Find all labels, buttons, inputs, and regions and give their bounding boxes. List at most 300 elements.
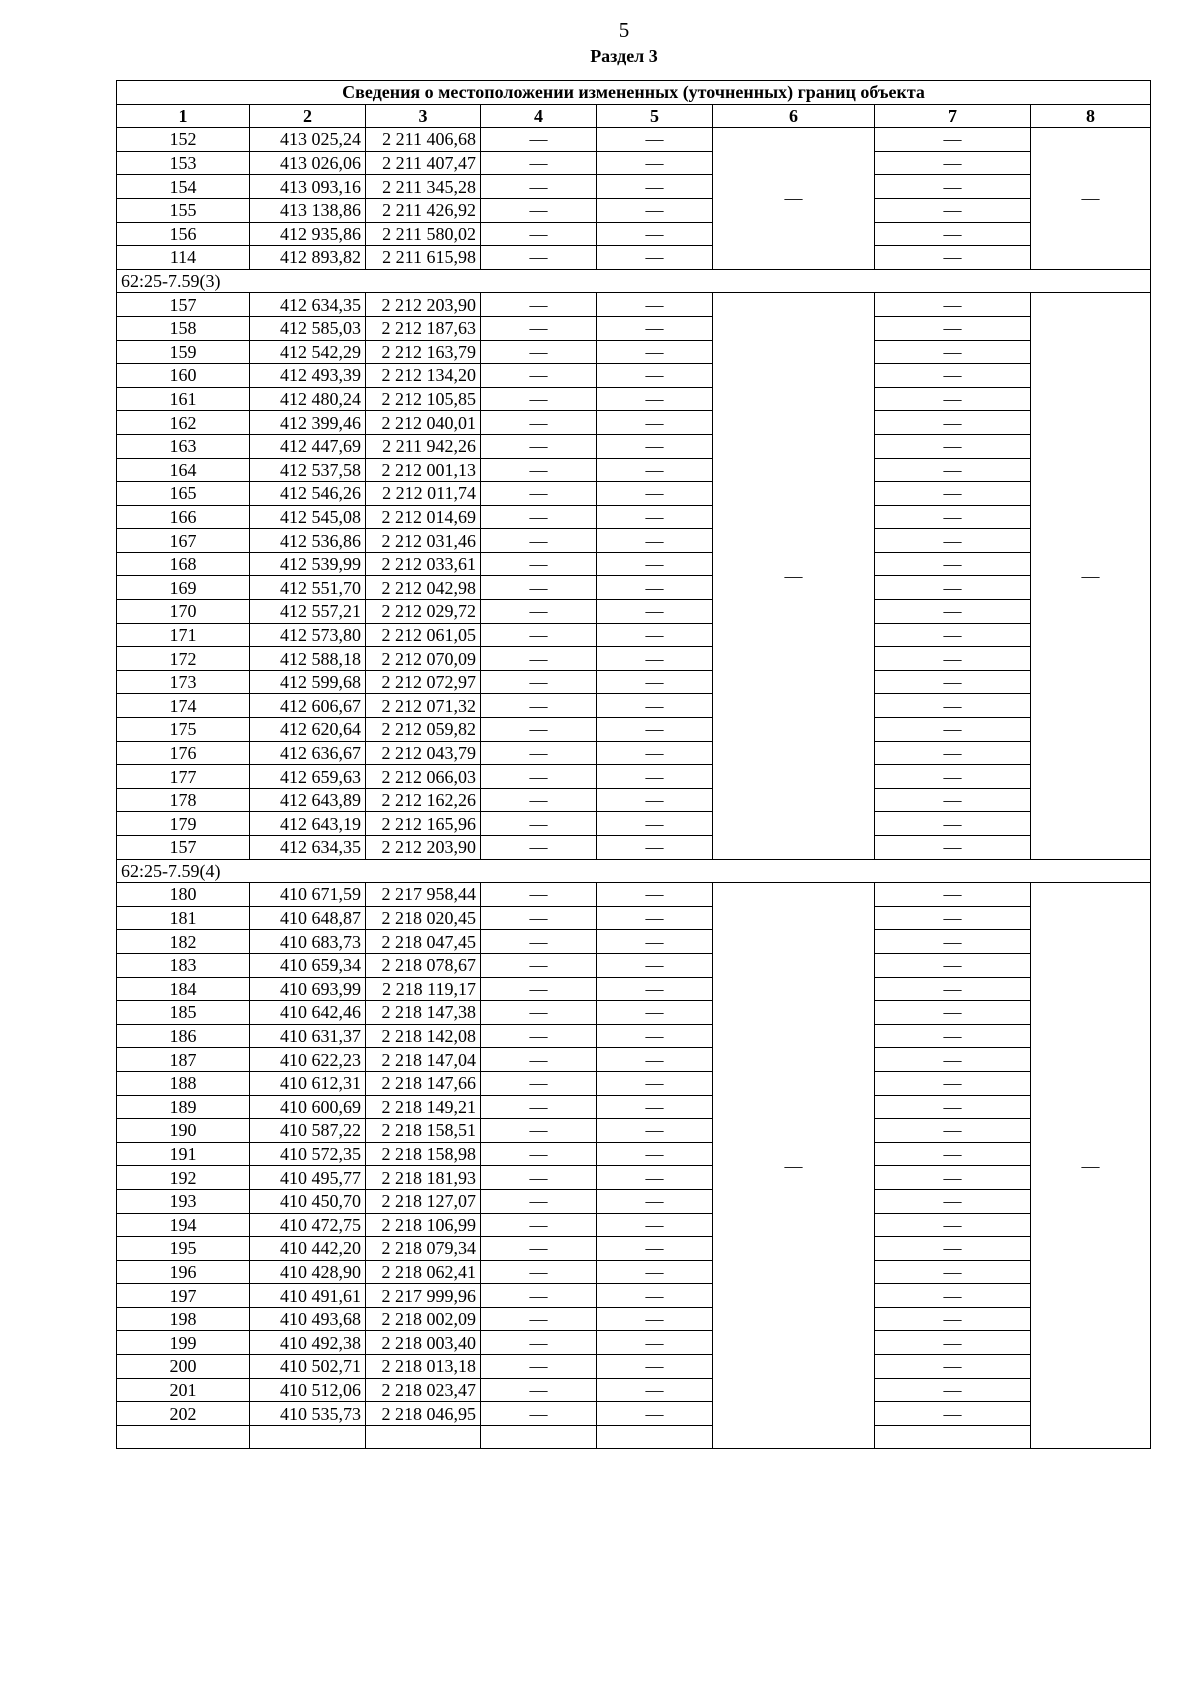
- y-coordinate-cell: 2 217 958,44: [366, 883, 481, 907]
- x-coordinate-cell: 412 643,89: [250, 788, 366, 812]
- column-7-empty-cell: —: [875, 1307, 1031, 1331]
- point-number-cell: 169: [117, 576, 250, 600]
- column-5-empty-cell: —: [597, 741, 713, 765]
- column-4-empty-cell: —: [481, 836, 597, 860]
- cutoff-cell: [597, 1425, 713, 1449]
- column-4-empty-cell: —: [481, 977, 597, 1001]
- table-row: [117, 316, 1151, 340]
- column-7-empty-cell: —: [875, 151, 1031, 175]
- y-coordinate-cell: 2 218 046,95: [366, 1402, 481, 1426]
- point-number-cell: 171: [117, 623, 250, 647]
- y-coordinate-cell: 2 211 426,92: [366, 198, 481, 222]
- column-7-empty-cell: —: [875, 505, 1031, 529]
- column-5-empty-cell: —: [597, 387, 713, 411]
- table-row: [117, 647, 1151, 671]
- column-7-empty-cell: —: [875, 175, 1031, 199]
- column-4-empty-cell: —: [481, 1048, 597, 1072]
- column-4-empty-cell: —: [481, 718, 597, 742]
- column-7-empty-cell: —: [875, 953, 1031, 977]
- table-row: [117, 1024, 1151, 1048]
- point-number-cell: 184: [117, 977, 250, 1001]
- point-number-cell: 166: [117, 505, 250, 529]
- x-coordinate-cell: 410 442,20: [250, 1237, 366, 1261]
- x-coordinate-cell: 413 138,86: [250, 198, 366, 222]
- x-coordinate-cell: 412 634,35: [250, 836, 366, 860]
- column-4-empty-cell: —: [481, 316, 597, 340]
- y-coordinate-cell: 2 211 406,68: [366, 128, 481, 152]
- point-number-cell: 170: [117, 600, 250, 624]
- column-7-empty-cell: —: [875, 670, 1031, 694]
- x-coordinate-cell: 412 536,86: [250, 529, 366, 553]
- column-4-empty-cell: —: [481, 482, 597, 506]
- column-5-empty-cell: —: [597, 1024, 713, 1048]
- column-5-empty-cell: —: [597, 1142, 713, 1166]
- column-4-empty-cell: —: [481, 930, 597, 954]
- column-5-empty-cell: —: [597, 788, 713, 812]
- column-5-empty-cell: —: [597, 1331, 713, 1355]
- group-header-row: [117, 269, 1151, 293]
- column-4-empty-cell: —: [481, 1355, 597, 1379]
- column-7-empty-cell: —: [875, 1237, 1031, 1261]
- page-cutoff-row: [117, 1425, 1151, 1449]
- y-coordinate-cell: 2 218 149,21: [366, 1095, 481, 1119]
- column-4-empty-cell: —: [481, 340, 597, 364]
- column-7-empty-cell: —: [875, 1142, 1031, 1166]
- table-row: [117, 293, 1151, 317]
- column-5-empty-cell: —: [597, 1378, 713, 1402]
- point-number-cell: 186: [117, 1024, 250, 1048]
- point-number-cell: 161: [117, 387, 250, 411]
- table-row: [117, 1213, 1151, 1237]
- point-number-cell: 157: [117, 293, 250, 317]
- y-coordinate-cell: 2 218 106,99: [366, 1213, 481, 1237]
- column-7-empty-cell: —: [875, 906, 1031, 930]
- y-coordinate-cell: 2 212 134,20: [366, 364, 481, 388]
- y-coordinate-cell: 2 218 062,41: [366, 1260, 481, 1284]
- x-coordinate-cell: 410 659,34: [250, 953, 366, 977]
- point-number-cell: 165: [117, 482, 250, 506]
- section-title: Раздел 3: [590, 46, 658, 66]
- group-header-row: [117, 859, 1151, 883]
- table-row: [117, 600, 1151, 624]
- point-number-cell: 162: [117, 411, 250, 435]
- table-row: [117, 741, 1151, 765]
- x-coordinate-cell: 412 588,18: [250, 647, 366, 671]
- column-7-empty-cell: —: [875, 576, 1031, 600]
- table-row: [117, 694, 1151, 718]
- y-coordinate-cell: 2 212 072,97: [366, 670, 481, 694]
- column-5-empty-cell: —: [597, 364, 713, 388]
- column-4-empty-cell: —: [481, 293, 597, 317]
- table-caption: Сведения о местоположении измененных (уточненных) границ объекта: [117, 81, 1151, 105]
- table-row: [117, 198, 1151, 222]
- point-number-cell: 179: [117, 812, 250, 836]
- y-coordinate-cell: 2 212 162,26: [366, 788, 481, 812]
- table-row: [117, 364, 1151, 388]
- column-5-empty-cell: —: [597, 977, 713, 1001]
- table-row: [117, 340, 1151, 364]
- column-4-empty-cell: —: [481, 552, 597, 576]
- y-coordinate-cell: 2 212 070,09: [366, 647, 481, 671]
- table-row: [117, 505, 1151, 529]
- table-row: [117, 906, 1151, 930]
- point-number-cell: 189: [117, 1095, 250, 1119]
- x-coordinate-cell: 410 587,22: [250, 1119, 366, 1143]
- y-coordinate-cell: 2 212 029,72: [366, 600, 481, 624]
- x-coordinate-cell: 410 493,68: [250, 1307, 366, 1331]
- column-7-empty-cell: —: [875, 340, 1031, 364]
- table-row: [117, 1331, 1151, 1355]
- column-5-empty-cell: —: [597, 906, 713, 930]
- y-coordinate-cell: 2 212 061,05: [366, 623, 481, 647]
- column-5-empty-cell: —: [597, 316, 713, 340]
- column-7-empty-cell: —: [875, 458, 1031, 482]
- point-number-cell: 183: [117, 953, 250, 977]
- table-row: [117, 387, 1151, 411]
- column-7-empty-cell: —: [875, 1378, 1031, 1402]
- column-4-empty-cell: —: [481, 1166, 597, 1190]
- x-coordinate-cell: 410 535,73: [250, 1402, 366, 1426]
- point-number-cell: 202: [117, 1402, 250, 1426]
- column-header-3: 3: [366, 104, 481, 128]
- point-number-cell: 178: [117, 788, 250, 812]
- column-4-empty-cell: —: [481, 1001, 597, 1025]
- x-coordinate-cell: 412 542,29: [250, 340, 366, 364]
- table-row: [117, 765, 1151, 789]
- point-number-cell: 114: [117, 246, 250, 270]
- point-number-cell: 185: [117, 1001, 250, 1025]
- x-coordinate-cell: 410 612,31: [250, 1071, 366, 1095]
- column-header-row: [117, 104, 1151, 128]
- x-coordinate-cell: 412 620,64: [250, 718, 366, 742]
- y-coordinate-cell: 2 212 033,61: [366, 552, 481, 576]
- column-7-empty-cell: —: [875, 788, 1031, 812]
- column-6-merged-empty-cell: —: [713, 293, 875, 859]
- y-coordinate-cell: 2 218 003,40: [366, 1331, 481, 1355]
- table-row: [117, 1189, 1151, 1213]
- x-coordinate-cell: 410 693,99: [250, 977, 366, 1001]
- y-coordinate-cell: 2 212 042,98: [366, 576, 481, 600]
- column-7-empty-cell: —: [875, 293, 1031, 317]
- y-coordinate-cell: 2 212 066,03: [366, 765, 481, 789]
- point-number-cell: 174: [117, 694, 250, 718]
- column-7-empty-cell: —: [875, 222, 1031, 246]
- x-coordinate-cell: 412 557,21: [250, 600, 366, 624]
- column-4-empty-cell: —: [481, 670, 597, 694]
- column-5-empty-cell: —: [597, 482, 713, 506]
- cutoff-cell: [875, 1425, 1031, 1449]
- column-5-empty-cell: —: [597, 1355, 713, 1379]
- column-8-merged-empty-cell: —: [1031, 293, 1151, 859]
- x-coordinate-cell: 412 551,70: [250, 576, 366, 600]
- x-coordinate-cell: 410 502,71: [250, 1355, 366, 1379]
- column-6-merged-empty-cell: —: [713, 883, 875, 1449]
- column-7-empty-cell: —: [875, 1355, 1031, 1379]
- column-header-1: 1: [117, 104, 250, 128]
- column-5-empty-cell: —: [597, 175, 713, 199]
- y-coordinate-cell: 2 212 059,82: [366, 718, 481, 742]
- y-coordinate-cell: 2 212 031,46: [366, 529, 481, 553]
- y-coordinate-cell: 2 212 203,90: [366, 293, 481, 317]
- table-row: [117, 1378, 1151, 1402]
- column-7-empty-cell: —: [875, 411, 1031, 435]
- point-number-cell: 155: [117, 198, 250, 222]
- table-row: [117, 1166, 1151, 1190]
- column-4-empty-cell: —: [481, 505, 597, 529]
- table-row: [117, 246, 1151, 270]
- column-4-empty-cell: —: [481, 246, 597, 270]
- column-7-empty-cell: —: [875, 694, 1031, 718]
- column-4-empty-cell: —: [481, 1119, 597, 1143]
- column-5-empty-cell: —: [597, 576, 713, 600]
- column-4-empty-cell: —: [481, 222, 597, 246]
- x-coordinate-cell: 410 600,69: [250, 1095, 366, 1119]
- y-coordinate-cell: 2 218 147,04: [366, 1048, 481, 1072]
- column-7-empty-cell: —: [875, 1048, 1031, 1072]
- column-7-empty-cell: —: [875, 434, 1031, 458]
- y-coordinate-cell: 2 218 002,09: [366, 1307, 481, 1331]
- column-5-empty-cell: —: [597, 670, 713, 694]
- cutoff-cell: [366, 1425, 481, 1449]
- point-number-cell: 163: [117, 434, 250, 458]
- x-coordinate-cell: 412 546,26: [250, 482, 366, 506]
- column-7-empty-cell: —: [875, 128, 1031, 152]
- y-coordinate-cell: 2 218 020,45: [366, 906, 481, 930]
- column-5-empty-cell: —: [597, 883, 713, 907]
- column-7-empty-cell: —: [875, 529, 1031, 553]
- column-4-empty-cell: —: [481, 1237, 597, 1261]
- table-row: [117, 1237, 1151, 1261]
- table-row: [117, 552, 1151, 576]
- table-row: [117, 1260, 1151, 1284]
- column-7-empty-cell: —: [875, 1331, 1031, 1355]
- table-row: [117, 883, 1151, 907]
- page-number: 5: [618, 18, 630, 42]
- table-row: [117, 836, 1151, 860]
- table-row: [117, 411, 1151, 435]
- x-coordinate-cell: 412 573,80: [250, 623, 366, 647]
- table-row: [117, 1048, 1151, 1072]
- point-number-cell: 193: [117, 1189, 250, 1213]
- x-coordinate-cell: 410 495,77: [250, 1166, 366, 1190]
- y-coordinate-cell: 2 211 580,02: [366, 222, 481, 246]
- boundary-coordinates-table: [116, 80, 1151, 1449]
- column-5-empty-cell: —: [597, 458, 713, 482]
- column-header-8: 8: [1031, 104, 1151, 128]
- point-number-cell: 195: [117, 1237, 250, 1261]
- group-label: 62:25-7.59(4): [117, 859, 1151, 883]
- x-coordinate-cell: 412 399,46: [250, 411, 366, 435]
- table-row: [117, 953, 1151, 977]
- column-7-empty-cell: —: [875, 246, 1031, 270]
- x-coordinate-cell: 412 585,03: [250, 316, 366, 340]
- column-7-empty-cell: —: [875, 812, 1031, 836]
- column-4-empty-cell: —: [481, 647, 597, 671]
- column-5-empty-cell: —: [597, 340, 713, 364]
- table-row: [117, 1001, 1151, 1025]
- x-coordinate-cell: 410 450,70: [250, 1189, 366, 1213]
- point-number-cell: 175: [117, 718, 250, 742]
- y-coordinate-cell: 2 218 119,17: [366, 977, 481, 1001]
- column-4-empty-cell: —: [481, 434, 597, 458]
- point-number-cell: 160: [117, 364, 250, 388]
- column-4-empty-cell: —: [481, 128, 597, 152]
- column-7-empty-cell: —: [875, 647, 1031, 671]
- column-5-empty-cell: —: [597, 765, 713, 789]
- column-7-empty-cell: —: [875, 1189, 1031, 1213]
- column-header-2: 2: [250, 104, 366, 128]
- column-4-empty-cell: —: [481, 576, 597, 600]
- column-7-empty-cell: —: [875, 1260, 1031, 1284]
- point-number-cell: 190: [117, 1119, 250, 1143]
- y-coordinate-cell: 2 211 942,26: [366, 434, 481, 458]
- column-4-empty-cell: —: [481, 1213, 597, 1237]
- column-4-empty-cell: —: [481, 458, 597, 482]
- table-row: [117, 1284, 1151, 1308]
- column-4-empty-cell: —: [481, 600, 597, 624]
- y-coordinate-cell: 2 218 127,07: [366, 1189, 481, 1213]
- cutoff-cell: [481, 1425, 597, 1449]
- column-5-empty-cell: —: [597, 552, 713, 576]
- table-row: [117, 128, 1151, 152]
- table-row: [117, 1402, 1151, 1426]
- x-coordinate-cell: 412 599,68: [250, 670, 366, 694]
- column-4-empty-cell: —: [481, 1142, 597, 1166]
- table-row: [117, 576, 1151, 600]
- column-7-empty-cell: —: [875, 836, 1031, 860]
- group-label: 62:25-7.59(3): [117, 269, 1151, 293]
- table-row: [117, 222, 1151, 246]
- table-row: [117, 977, 1151, 1001]
- x-coordinate-cell: 410 512,06: [250, 1378, 366, 1402]
- point-number-cell: 159: [117, 340, 250, 364]
- column-4-empty-cell: —: [481, 1024, 597, 1048]
- x-coordinate-cell: 410 572,35: [250, 1142, 366, 1166]
- column-7-empty-cell: —: [875, 741, 1031, 765]
- column-4-empty-cell: —: [481, 906, 597, 930]
- column-7-empty-cell: —: [875, 482, 1031, 506]
- column-4-empty-cell: —: [481, 953, 597, 977]
- column-5-empty-cell: —: [597, 623, 713, 647]
- column-7-empty-cell: —: [875, 364, 1031, 388]
- y-coordinate-cell: 2 218 142,08: [366, 1024, 481, 1048]
- column-5-empty-cell: —: [597, 1189, 713, 1213]
- table-row: [117, 175, 1151, 199]
- x-coordinate-cell: 412 447,69: [250, 434, 366, 458]
- column-5-empty-cell: —: [597, 930, 713, 954]
- column-4-empty-cell: —: [481, 812, 597, 836]
- column-header-4: 4: [481, 104, 597, 128]
- column-4-empty-cell: —: [481, 1095, 597, 1119]
- column-header-5: 5: [597, 104, 713, 128]
- point-number-cell: 199: [117, 1331, 250, 1355]
- column-5-empty-cell: —: [597, 293, 713, 317]
- x-coordinate-cell: 410 428,90: [250, 1260, 366, 1284]
- y-coordinate-cell: 2 212 043,79: [366, 741, 481, 765]
- x-coordinate-cell: 412 634,35: [250, 293, 366, 317]
- x-coordinate-cell: 412 480,24: [250, 387, 366, 411]
- column-4-empty-cell: —: [481, 198, 597, 222]
- x-coordinate-cell: 413 026,06: [250, 151, 366, 175]
- column-4-empty-cell: —: [481, 1284, 597, 1308]
- x-coordinate-cell: 410 492,38: [250, 1331, 366, 1355]
- x-coordinate-cell: 410 472,75: [250, 1213, 366, 1237]
- column-5-empty-cell: —: [597, 1284, 713, 1308]
- table-row: [117, 812, 1151, 836]
- table-row: [117, 1142, 1151, 1166]
- column-4-empty-cell: —: [481, 1189, 597, 1213]
- y-coordinate-cell: 2 212 040,01: [366, 411, 481, 435]
- column-5-empty-cell: —: [597, 1095, 713, 1119]
- point-number-cell: 152: [117, 128, 250, 152]
- column-5-empty-cell: —: [597, 222, 713, 246]
- y-coordinate-cell: 2 218 158,51: [366, 1119, 481, 1143]
- column-5-empty-cell: —: [597, 1071, 713, 1095]
- table-row: [117, 623, 1151, 647]
- y-coordinate-cell: 2 218 047,45: [366, 930, 481, 954]
- point-number-cell: 176: [117, 741, 250, 765]
- column-4-empty-cell: —: [481, 1307, 597, 1331]
- x-coordinate-cell: 412 893,82: [250, 246, 366, 270]
- x-coordinate-cell: 410 671,59: [250, 883, 366, 907]
- x-coordinate-cell: 410 683,73: [250, 930, 366, 954]
- point-number-cell: 187: [117, 1048, 250, 1072]
- y-coordinate-cell: 2 211 407,47: [366, 151, 481, 175]
- point-number-cell: 191: [117, 1142, 250, 1166]
- point-number-cell: 167: [117, 529, 250, 553]
- column-header-7: 7: [875, 104, 1031, 128]
- column-7-empty-cell: —: [875, 1001, 1031, 1025]
- point-number-cell: 154: [117, 175, 250, 199]
- column-4-empty-cell: —: [481, 741, 597, 765]
- column-header-6: 6: [713, 104, 875, 128]
- y-coordinate-cell: 2 218 013,18: [366, 1355, 481, 1379]
- column-5-empty-cell: —: [597, 529, 713, 553]
- x-coordinate-cell: 412 545,08: [250, 505, 366, 529]
- point-number-cell: 181: [117, 906, 250, 930]
- point-number-cell: 164: [117, 458, 250, 482]
- table-row: [117, 482, 1151, 506]
- column-4-empty-cell: —: [481, 883, 597, 907]
- point-number-cell: 196: [117, 1260, 250, 1284]
- column-7-empty-cell: —: [875, 718, 1031, 742]
- y-coordinate-cell: 2 218 078,67: [366, 953, 481, 977]
- column-7-empty-cell: —: [875, 883, 1031, 907]
- table-row: [117, 718, 1151, 742]
- point-number-cell: 192: [117, 1166, 250, 1190]
- x-coordinate-cell: 413 093,16: [250, 175, 366, 199]
- column-6-merged-empty-cell: —: [713, 128, 875, 270]
- column-8-merged-empty-cell: —: [1031, 128, 1151, 270]
- column-5-empty-cell: —: [597, 505, 713, 529]
- column-7-empty-cell: —: [875, 552, 1031, 576]
- x-coordinate-cell: 410 491,61: [250, 1284, 366, 1308]
- column-5-empty-cell: —: [597, 1001, 713, 1025]
- column-7-empty-cell: —: [875, 1095, 1031, 1119]
- y-coordinate-cell: 2 212 105,85: [366, 387, 481, 411]
- point-number-cell: 201: [117, 1378, 250, 1402]
- column-8-merged-empty-cell: —: [1031, 883, 1151, 1449]
- table-row: [117, 788, 1151, 812]
- y-coordinate-cell: 2 218 079,34: [366, 1237, 481, 1261]
- column-5-empty-cell: —: [597, 434, 713, 458]
- column-5-empty-cell: —: [597, 1402, 713, 1426]
- table-row: [117, 1355, 1151, 1379]
- table-row: [117, 670, 1151, 694]
- column-4-empty-cell: —: [481, 694, 597, 718]
- table-row: [117, 1307, 1151, 1331]
- column-4-empty-cell: —: [481, 529, 597, 553]
